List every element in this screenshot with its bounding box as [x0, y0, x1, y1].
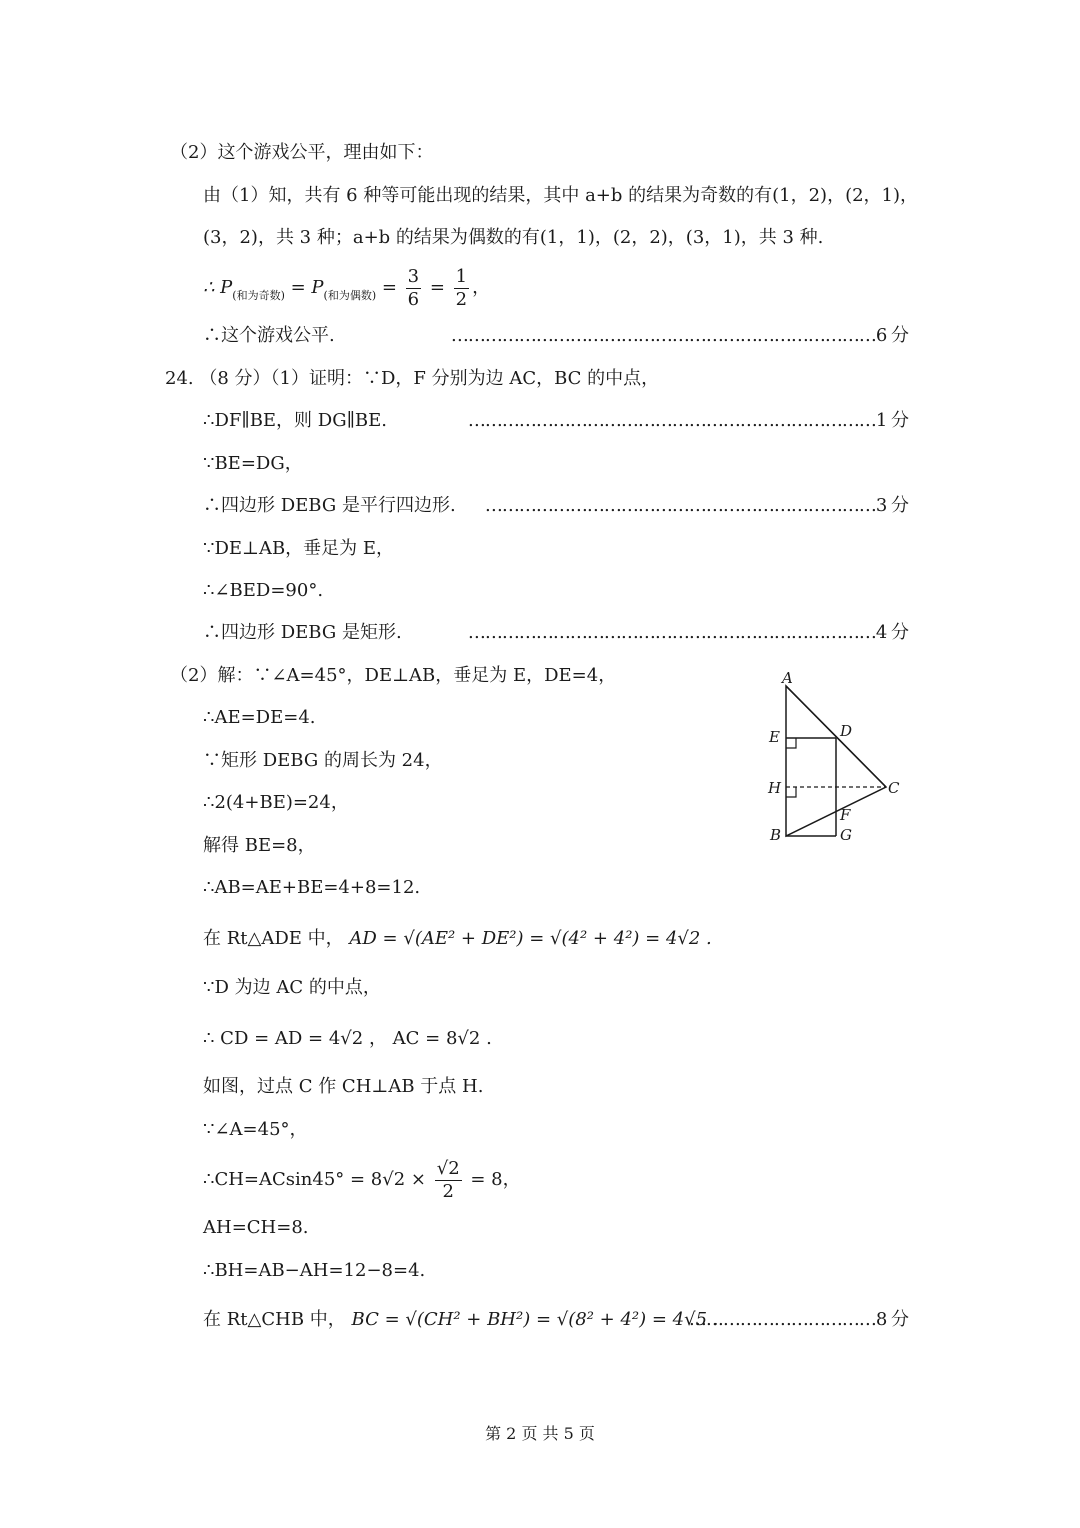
bc-calc-math: BC = √(CH² + BH²) = √(8² + 4²) = 4√5 . — [351, 1309, 719, 1330]
label-b: B — [770, 826, 782, 844]
label-a: A — [782, 669, 793, 687]
fraction-3-6 — [406, 266, 421, 310]
fraction-1-2 — [454, 266, 469, 310]
line-angle-bed: ∴∠BED=90°. — [203, 580, 324, 601]
frac-num: 3 — [407, 266, 420, 287]
line-cd-ac: ∴ CD = AD = 4√2 ， AC = 8√2 . — [203, 1028, 492, 1049]
line-ch-calc — [203, 1158, 521, 1202]
fraction-root2-2 — [435, 1158, 462, 1202]
prob-p1: ∴ P — [203, 277, 233, 299]
frac-num: 1 — [455, 266, 468, 287]
line-odd-results: 由（1）知，共有 6 种等可能出现的结果，其中 a+b 的结果为奇数的有(1，2)，(2，1)， — [203, 185, 919, 206]
score-6: …………………………………………………………………6 分 — [450, 325, 908, 346]
line-2-fair-game: （2）这个游戏公平，理由如下： — [170, 142, 434, 163]
label-h: H — [768, 779, 782, 797]
label-g: G — [840, 826, 852, 844]
frac-den: 6 — [407, 288, 420, 310]
line-perimeter-eq: ∴2(4+BE)=24， — [203, 792, 349, 813]
right-angle-e — [786, 738, 796, 748]
geometry-figure — [760, 668, 910, 848]
line-ab-12: ∴AB=AE+BE=4+8=12. — [203, 877, 421, 898]
label-f: F — [840, 806, 851, 824]
frac-num: √2 — [436, 1158, 460, 1179]
line-be-eq-dg: ∵BE=DG， — [203, 453, 303, 474]
label-c: C — [888, 779, 900, 797]
line-rectangle: ∴四边形 DEBG 是矩形. — [203, 622, 402, 643]
label-d: D — [840, 722, 853, 740]
score-1: ………………………………………………………………1 分 — [467, 410, 908, 431]
line-bc-calc — [203, 1311, 719, 1329]
page-footer: 第 2 页 共 5 页 — [485, 1424, 595, 1443]
line-ad-calc — [203, 930, 712, 948]
line-de-perp-ab: ∵DE⊥AB，垂足为 E， — [203, 538, 395, 559]
prob-end: ， — [472, 277, 491, 299]
line-be-8: 解得 BE=8， — [203, 835, 316, 856]
line-ah-ch: AH=CH=8. — [203, 1217, 309, 1238]
frac-den: 2 — [442, 1180, 454, 1202]
prob-sub-odd: (和为奇数) — [232, 289, 285, 303]
ch-calc-end: = 8， — [470, 1169, 521, 1191]
line-even-results: (3，2)，共 3 种；a+b 的结果为偶数的有(1，1)，(2，2)，(3，1)，共 3 种. — [203, 227, 824, 248]
bc-calc-prefix: 在 Rt△CHB 中， — [203, 1309, 346, 1330]
frac-den: 2 — [455, 288, 468, 310]
prob-eq2: = — [424, 277, 451, 299]
line-d-midpoint: ∵D 为边 AC 的中点， — [203, 977, 381, 998]
part-2-header: （2）解：∵∠A=45°，DE⊥AB，垂足为 E，DE=4， — [170, 665, 617, 686]
score-3: ……………………………………………………………3 分 — [484, 495, 908, 516]
prob-sub-even: (和为偶数) — [323, 289, 377, 303]
prob-eq: = — [376, 277, 403, 299]
line-draw-ch: 如图，过点 C 作 CH⊥AB 于点 H. — [203, 1076, 484, 1097]
ch-calc-prefix: ∴CH=ACsin45° = 8√2 × — [203, 1169, 426, 1191]
label-e: E — [769, 728, 780, 746]
q24-header: 24. （8 分）（1）证明：∵D，F 分别为边 AC，BC 的中点， — [165, 368, 660, 389]
line-game-fair-conclusion: ∴这个游戏公平. — [203, 325, 335, 346]
line-parallelogram: ∴四边形 DEBG 是平行四边形. — [203, 495, 456, 516]
score-4: ………………………………………………………………4 分 — [467, 622, 908, 643]
ad-calc-prefix: 在 Rt△ADE 中， — [203, 928, 344, 949]
score-8: ……………………………8 分 — [688, 1309, 908, 1330]
line-bh: ∴BH=AB−AH=12−8=4. — [203, 1260, 426, 1281]
probability-equation — [203, 266, 490, 310]
line-ae-de: ∴AE=DE=4. — [203, 707, 316, 728]
prob-p2: = P — [284, 277, 324, 299]
ad-calc-math: AD = √(AE² + DE²) = √(4² + 4²) = 4√2 . — [349, 928, 712, 949]
line-perimeter: ∵矩形 DEBG 的周长为 24， — [203, 750, 443, 771]
line-angle-a: ∵∠A=45°， — [203, 1119, 308, 1140]
right-angle-h — [786, 787, 796, 797]
line-df-parallel-be: ∴DF∥BE，则 DG∥BE. — [203, 410, 387, 431]
